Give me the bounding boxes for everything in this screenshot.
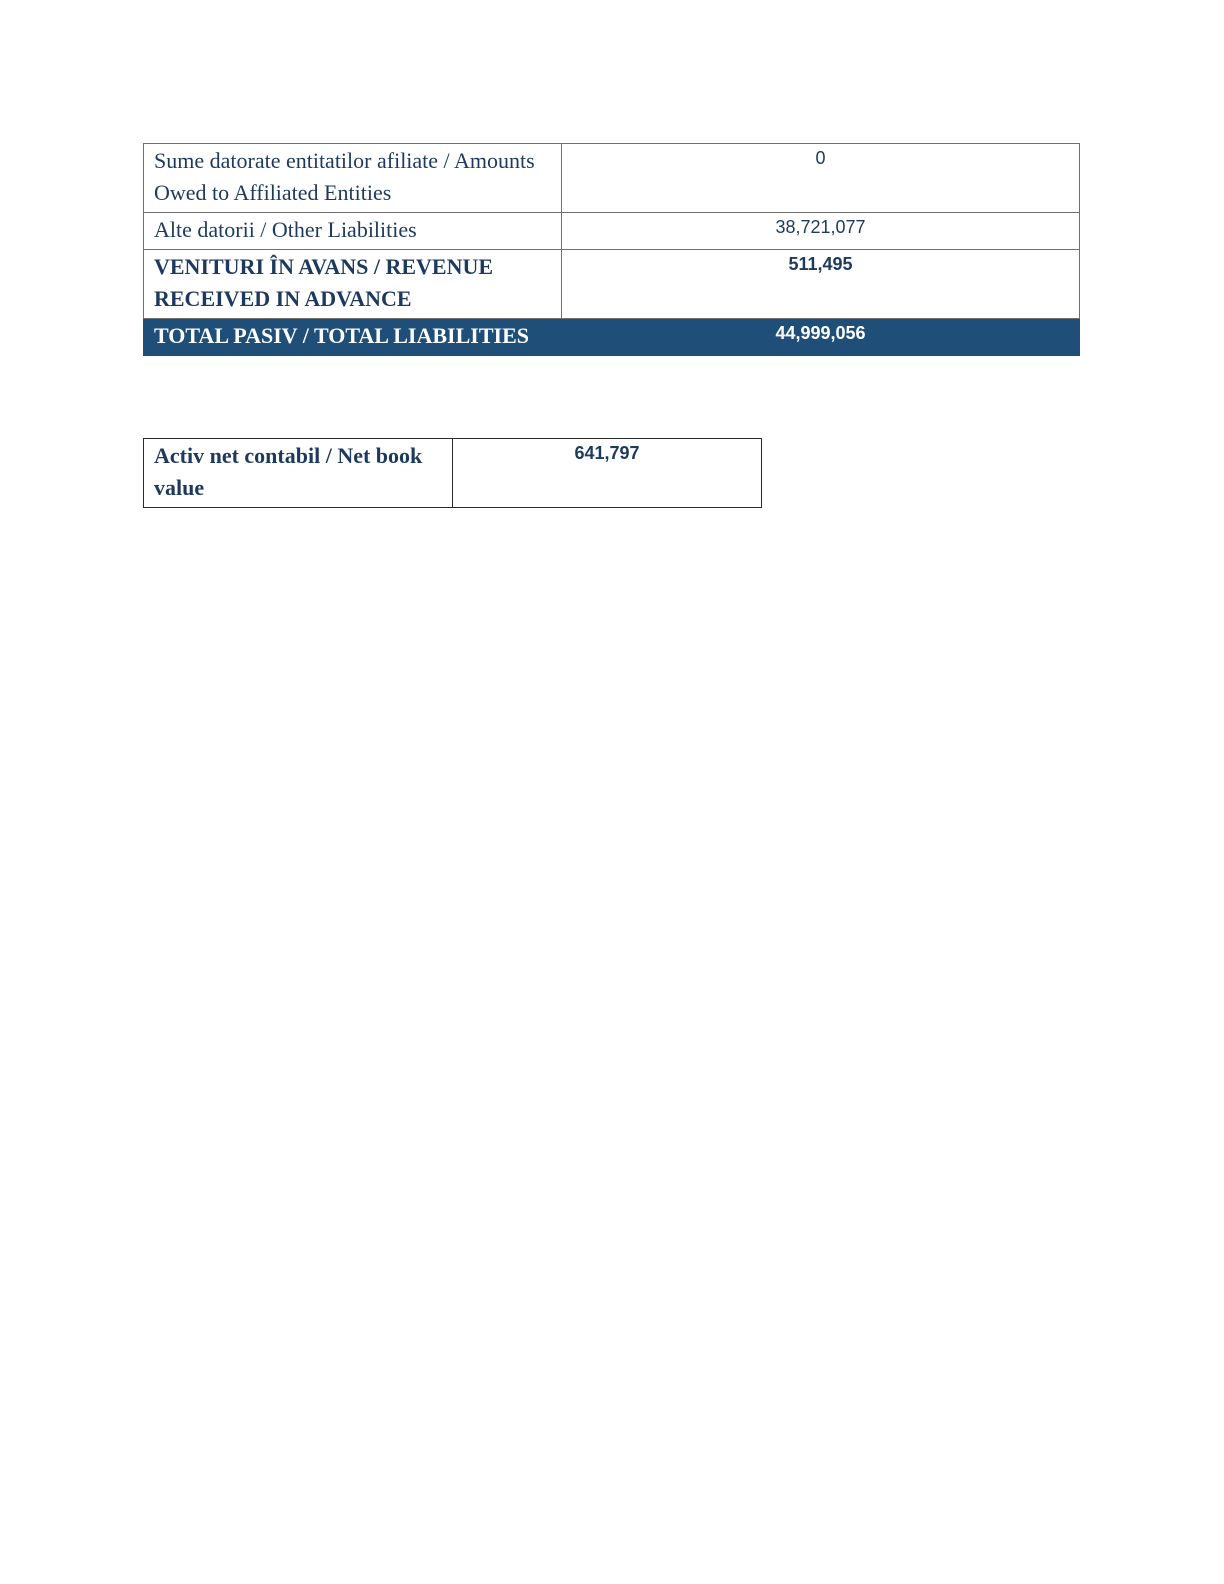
row-value-other-liabilities: 38,721,077	[562, 213, 1080, 250]
net-book-value-amount: 641,797	[453, 439, 762, 508]
table-row	[144, 250, 1080, 319]
row-value-revenue-in-advance: 511,495	[562, 250, 1080, 319]
row-value-amounts-owed-affiliated: 0	[562, 144, 1080, 213]
total-row	[144, 319, 1080, 356]
row-label-amounts-owed-affiliated: Sume datorate entitatilor afiliate / Amounts Owed to Affiliated Entities	[144, 144, 562, 213]
net-book-value-label: Activ net contabil / Net book value	[144, 439, 453, 508]
row-value-total-liabilities: 44,999,056	[562, 319, 1080, 356]
table-row	[144, 439, 762, 508]
row-label-total-liabilities: TOTAL PASIV / TOTAL LIABILITIES	[144, 319, 562, 356]
table-row	[144, 213, 1080, 250]
liabilities-table	[143, 143, 1080, 356]
table-row	[144, 144, 1080, 213]
row-label-revenue-in-advance: VENITURI ÎN AVANS / REVENUE RECEIVED IN ADVANCE	[144, 250, 562, 319]
row-label-other-liabilities: Alte datorii / Other Liabilities	[144, 213, 562, 250]
net-book-value-table	[143, 438, 762, 508]
